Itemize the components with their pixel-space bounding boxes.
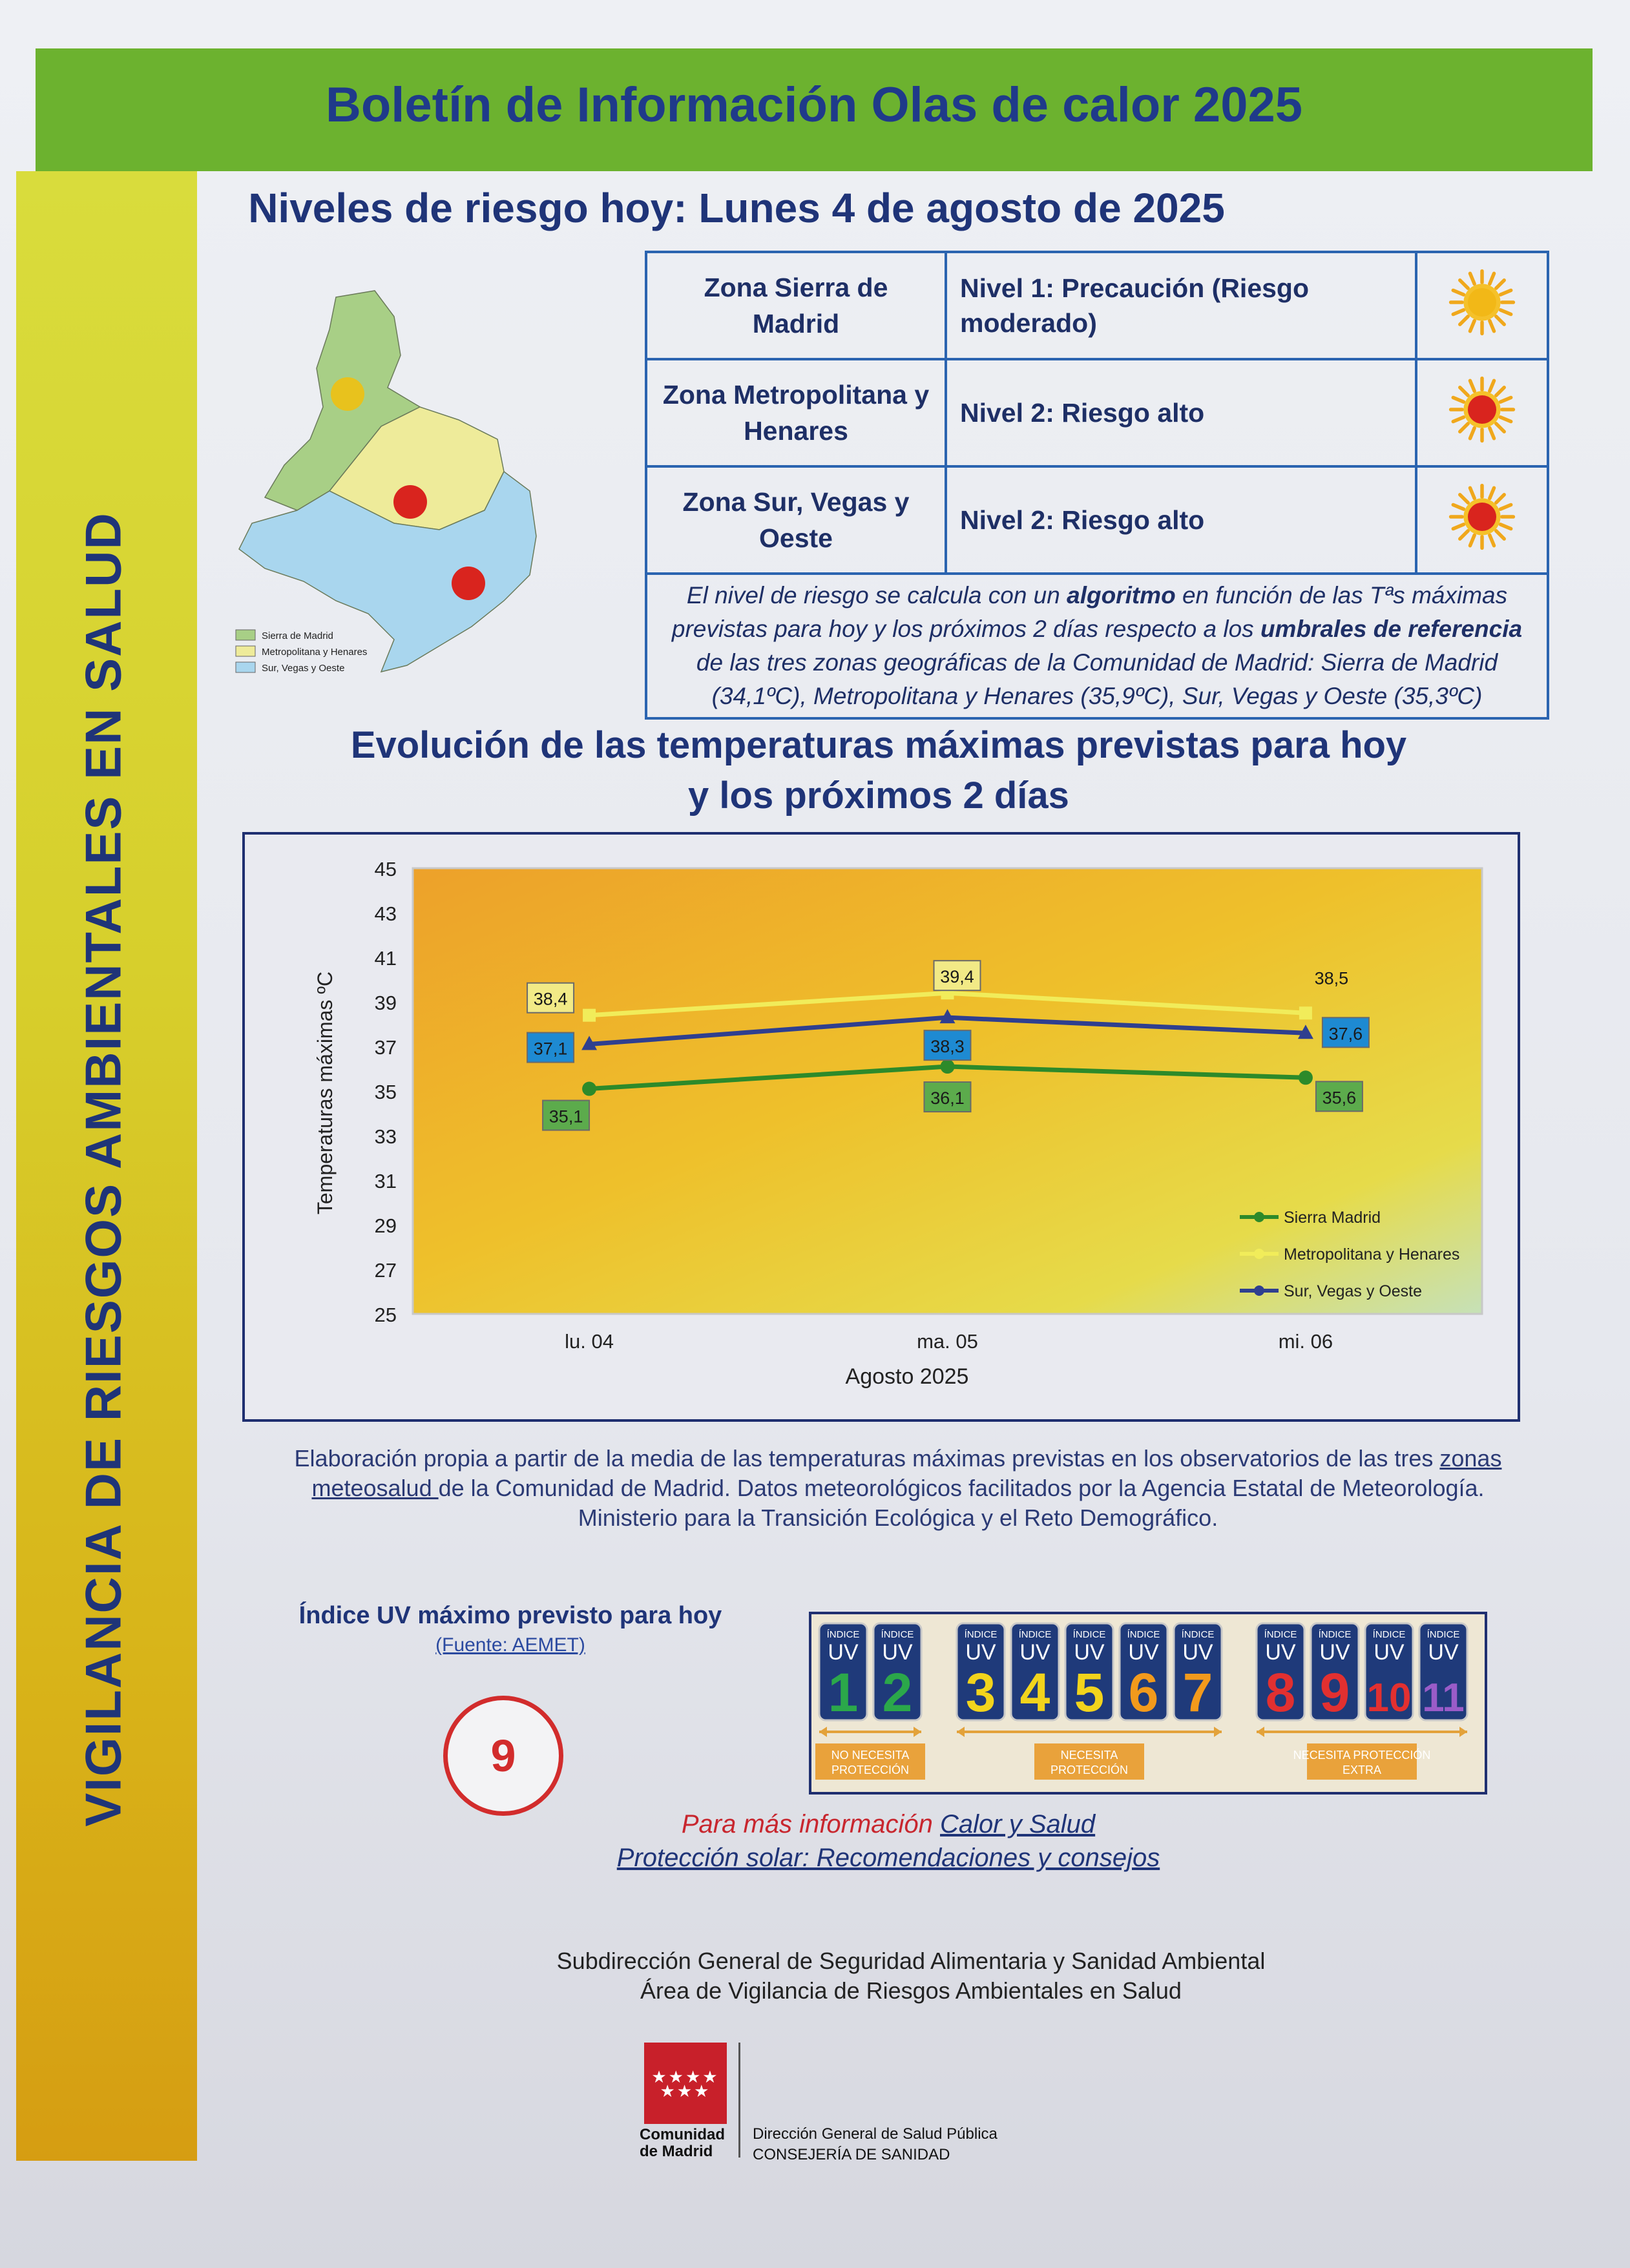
algorithm-term: algoritmo — [1067, 582, 1176, 609]
legend-marker — [1254, 1212, 1264, 1222]
uv-card-tag: ÍNDICE — [1426, 1629, 1460, 1640]
data-label: 39,4 — [940, 967, 974, 987]
y-tick-label: 33 — [374, 1125, 397, 1148]
uv-card-uv: UV — [1074, 1640, 1105, 1665]
y-tick-label: 43 — [374, 902, 397, 925]
risk-level: Nivel 2: Riesgo alto — [946, 466, 1416, 574]
more-info — [452, 1807, 1324, 1875]
uv-card-number: 5 — [1074, 1662, 1105, 1723]
risk-level: Nivel 1: Precaución (Riesgo moderado) — [946, 252, 1416, 359]
logo-stars: ★★★★ ★★★ — [651, 2067, 720, 2101]
uv-card-tag: ÍNDICE — [1072, 1629, 1106, 1640]
y-tick-label: 25 — [374, 1304, 397, 1326]
uv-card-uv: UV — [965, 1640, 996, 1665]
x-tick-label: mi. 06 — [1278, 1330, 1333, 1353]
map-legend-swatch-metropolitana — [236, 646, 255, 656]
uv-card-tag: ÍNDICE — [881, 1629, 914, 1640]
uv-card-tag: ÍNDICE — [1264, 1629, 1297, 1640]
uv-card-tag: ÍNDICE — [1181, 1629, 1215, 1640]
legend-label: Metropolitana y Henares — [1284, 1245, 1460, 1264]
logo-divider — [738, 2043, 740, 2158]
uv-card-number: 2 — [882, 1662, 913, 1723]
y-tick-label: 29 — [374, 1214, 397, 1237]
uv-scale — [811, 1614, 1485, 1792]
data-label: 35,6 — [1322, 1088, 1357, 1108]
y-tick-label: 37 — [374, 1036, 397, 1059]
comunidad-madrid-flag-logo — [644, 2043, 727, 2124]
y-axis-label: Temperaturas máximas ºC — [313, 971, 337, 1215]
map-legend-metropolitana: Metropolitana y Henares — [262, 647, 368, 658]
data-point — [941, 1059, 955, 1074]
logo-department: Dirección General de Salud Pública — [753, 2125, 998, 2143]
map-legend-sierra: Sierra de Madrid — [262, 630, 333, 641]
uv-scale-graphic — [809, 1612, 1487, 1795]
uv-card-uv: UV — [882, 1640, 913, 1665]
evolution-title-line2: y los próximos 2 días — [688, 775, 1069, 817]
map-legend-swatch-sierra — [236, 630, 255, 640]
y-tick-label: 27 — [374, 1259, 397, 1282]
meteosalud-zones-link[interactable]: zonas meteosalud — [311, 1445, 1502, 1501]
data-label: 37,1 — [533, 1039, 568, 1059]
uv-card-tag: ÍNDICE — [1127, 1629, 1160, 1640]
risk-row-metropolitana — [646, 359, 1548, 466]
uv-card-tag: ÍNDICE — [964, 1629, 998, 1640]
uv-card-number: 9 — [1319, 1662, 1350, 1723]
uv-card-number: 1 — [828, 1662, 859, 1723]
zone-name: Zona Sierra de Madrid — [646, 252, 946, 359]
uv-group-label: PROTECCIÓN — [831, 1763, 910, 1776]
data-point — [582, 1082, 596, 1096]
x-tick-label: lu. 04 — [565, 1330, 614, 1353]
uv-card-uv: UV — [1374, 1640, 1405, 1665]
sun-red-icon — [1447, 481, 1518, 552]
map-marker-sur — [452, 567, 485, 600]
risk-levels-title: Niveles de riesgo hoy: Lunes 4 de agosto de 2025 — [248, 185, 1225, 231]
data-label: 35,1 — [549, 1107, 583, 1127]
uv-card-tag: ÍNDICE — [1372, 1629, 1406, 1640]
uv-card-tag: ÍNDICE — [826, 1629, 860, 1640]
temperature-chart-frame — [242, 832, 1520, 1422]
risk-level: Nivel 2: Riesgo alto — [946, 359, 1416, 466]
footer-line1: Subdirección General de Seguridad Alimentaria y Sanidad Ambiental — [556, 1948, 1266, 1974]
uv-card-uv: UV — [1265, 1640, 1296, 1665]
data-point — [1299, 1070, 1313, 1085]
data-label: 38,3 — [930, 1037, 965, 1057]
logo-ministry: CONSEJERÍA DE SANIDAD — [753, 2146, 950, 2163]
uv-card-uv: UV — [1128, 1640, 1159, 1665]
zone-name: Zona Sur, Vegas y Oeste — [646, 466, 946, 574]
y-tick-label: 39 — [374, 992, 397, 1014]
data-source-note: Elaboración propia a partir de la media de las temperaturas máximas previstas en los observatorios de las tres zonas meteosalud de la Comunidad de Madrid. Datos meteorológicos facilitados por la Agencia Estatal de Meteorología. Ministerio para la Transición Ecológica y el Reto Demográfico. — [294, 1445, 1502, 1531]
footer-department — [452, 1946, 1370, 2006]
legend-marker — [1254, 1249, 1264, 1259]
data-label: 38,4 — [533, 989, 568, 1009]
risk-note-row — [646, 574, 1548, 718]
uv-card-uv: UV — [1019, 1640, 1050, 1665]
sidebar-title: VIGILANCIA DE RIESGOS AMBIENTALES EN SALUD — [74, 512, 132, 1827]
y-tick-label: 31 — [374, 1170, 397, 1192]
zone-name: Zona Metropolitana y Henares — [646, 359, 946, 466]
sun-protection-link[interactable]: Protección solar: Recomendaciones y consejos — [616, 1844, 1160, 1872]
uv-index-title: Índice UV máximo previsto para hoy — [298, 1602, 722, 1629]
legend-label: Sierra Madrid — [1284, 1209, 1381, 1227]
risk-algorithm-note: El nivel de riesgo se calcula con un algoritmo en función de las Tªs máximas previstas para hoy y los próximos 2 días respecto a los umbrales de referencia de las tres zonas geográficas de la Comunidad de Madrid: Sierra de Madrid (34,1ºC), Metropolitana y Henares (35,9ºC), Sur, Vegas y Oeste (35,3ºC) — [646, 574, 1548, 718]
more-info-prefix: Para más información — [681, 1810, 941, 1838]
uv-card-uv: UV — [828, 1640, 859, 1665]
data-label: 37,6 — [1328, 1024, 1363, 1044]
y-tick-label: 41 — [374, 947, 397, 970]
footer-line2: Área de Vigilancia de Riesgos Ambientales en Salud — [640, 1977, 1182, 2004]
risk-row-sierra — [646, 252, 1548, 359]
sun-red-icon — [1447, 374, 1518, 445]
uv-card-number: 6 — [1128, 1662, 1159, 1723]
thresholds-term: umbrales de referencia — [1260, 616, 1523, 642]
y-tick-label: 35 — [374, 1081, 397, 1103]
bulletin-title: Boletín de Información Olas de calor 2025 — [325, 78, 1303, 132]
header-banner — [36, 48, 1593, 171]
data-label: 36,1 — [930, 1088, 965, 1108]
uv-group-label: EXTRA — [1342, 1763, 1382, 1776]
uv-card-number: 10 — [1366, 1676, 1412, 1720]
map-marker-sierra — [331, 377, 364, 411]
uv-group-label: PROTECCIÓN — [1050, 1763, 1129, 1776]
uv-card-uv: UV — [1319, 1640, 1350, 1665]
logo-name: Comunidad de Madrid — [640, 2126, 725, 2160]
uv-group-label: NECESITA — [1060, 1749, 1118, 1762]
risk-row-sur — [646, 466, 1548, 574]
heat-health-link[interactable]: Calor y Salud — [940, 1810, 1096, 1838]
madrid-zones-map — [226, 278, 614, 691]
uv-card-number: 3 — [965, 1662, 996, 1723]
data-point — [583, 1009, 596, 1022]
uv-group-label: NECESITA PROTECCIÓN — [1293, 1749, 1431, 1762]
evolution-title-line1: Evolución de las temperaturas máximas previstas para hoy — [350, 724, 1407, 766]
sun-yellow-icon — [1447, 267, 1518, 338]
uv-card-uv: UV — [1182, 1640, 1213, 1665]
x-tick-label: ma. 05 — [917, 1330, 978, 1353]
uv-card-number: 8 — [1265, 1662, 1296, 1723]
y-tick-label: 45 — [374, 858, 397, 880]
risk-levels-table — [645, 251, 1549, 720]
temperature-chart — [245, 835, 1518, 1419]
uv-card-uv: UV — [1428, 1640, 1459, 1665]
data-label: 38,5 — [1314, 968, 1349, 988]
map-legend-swatch-sur — [236, 662, 255, 672]
x-axis-label: Agosto 2025 — [845, 1364, 969, 1389]
uv-card-number: 11 — [1422, 1676, 1465, 1720]
uv-index-value: 9 — [443, 1696, 563, 1816]
map-marker-metropolitana — [393, 485, 427, 519]
legend-marker — [1254, 1285, 1264, 1296]
uv-card-number: 7 — [1182, 1662, 1213, 1723]
evolution-title — [258, 720, 1499, 821]
uv-card-tag: ÍNDICE — [1318, 1629, 1352, 1640]
uv-card-tag: ÍNDICE — [1018, 1629, 1052, 1640]
legend-label: Sur, Vegas y Oeste — [1284, 1282, 1423, 1300]
data-point — [1299, 1006, 1312, 1019]
map-legend-sur: Sur, Vegas y Oeste — [262, 663, 345, 674]
uv-group-label: NO NECESITA — [831, 1749, 910, 1762]
uv-source-link[interactable]: (Fuente: AEMET) — [435, 1634, 585, 1656]
uv-card-number: 4 — [1019, 1662, 1050, 1723]
